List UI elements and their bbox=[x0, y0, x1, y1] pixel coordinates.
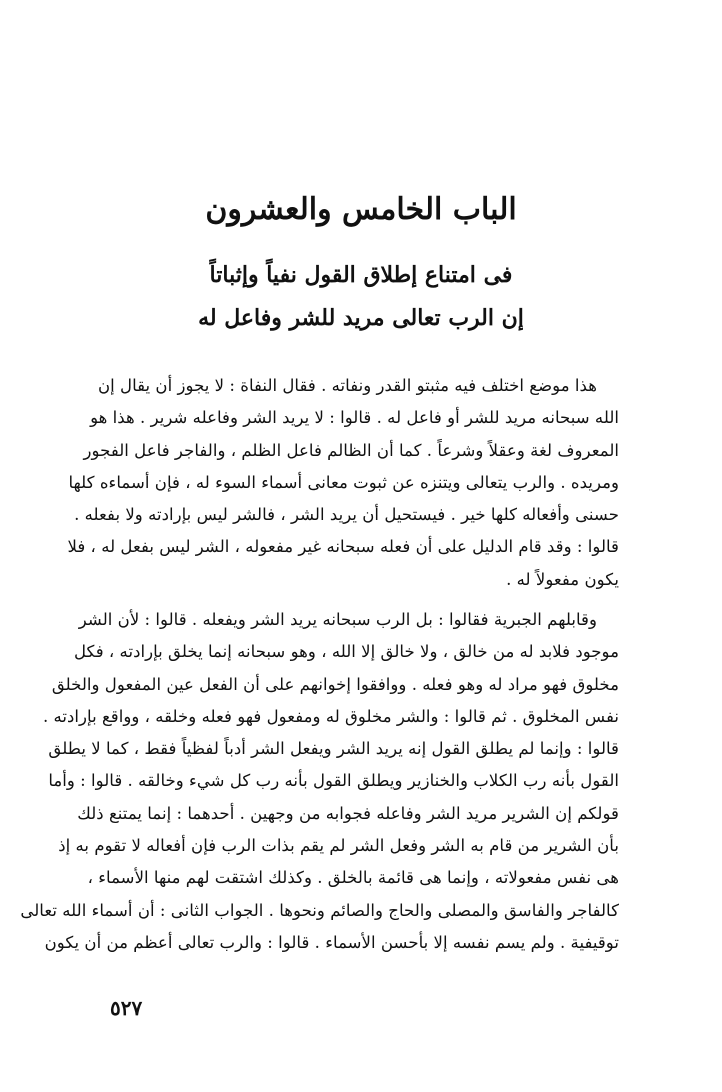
text-line: الله سبحانه مريد للشر أو فاعل له . قالوا : لا يريد الشر وفاعله شرير . هذا هو bbox=[90, 408, 619, 428]
text-line: هذا موضع اختلف فيه مثبتو القدر ونفاته . فقال النفاة : لا يجوز أن يقال إن bbox=[97, 376, 597, 395]
text-line: يكون مفعولاً له . bbox=[506, 569, 619, 589]
text-line: موجود فلابد له من خالق ، ولا خالق إلا الله ، وهو سبحانه إنما يخلق بإرادته ، فكل bbox=[73, 642, 619, 662]
text-line: هى نفس مفعولاته ، وإنما هى قائمة بالخلق . وكذلك اشتقت لهم منها الأسماء ، bbox=[87, 868, 619, 888]
chapter-subtitle-line-2: إن الرب تعالى مريد للشر وفاعل له bbox=[198, 305, 524, 331]
chapter-title: الباب الخامس والعشرون bbox=[205, 192, 517, 227]
text-line: قالوا : وإنما لم يطلق القول إنه يريد الشر ويفعل الشر أدباً لفظياً فقط ، كما لا يطلق bbox=[48, 739, 619, 759]
chapter-subtitle-line-1: فى امتناع إطلاق القول نفياً وإثباتاً bbox=[209, 262, 513, 288]
page-number: ٥٢٧ bbox=[110, 996, 143, 1020]
text-line: حسنى وأفعاله كلها خير . فيستحيل أن يريد الشر ، فالشر ليس بإرادته ولا بفعله . bbox=[74, 505, 619, 525]
text-line: كالفاجر والفاسق والمصلى والحاج والصائم ونحوها . الجواب الثانى : أن أسماء الله تعالى bbox=[20, 900, 619, 920]
text-line: المعروف لغة وعقلاً وشرعاً . كما أن الظالم فاعل الظلم ، والفاجر فاعل الفجور bbox=[83, 440, 619, 460]
text-line: قولكم إن الشرير مريد الشر وفاعله فجوابه من وجهين . أحدهما : إنما يمتنع ذلك bbox=[77, 803, 619, 823]
text-line: ومريده . والرب يتعالى ويتنزه عن ثبوت معانى أسماء السوء له ، فإن أسماءه كلها bbox=[68, 472, 619, 492]
text-line: توقيفية . ولم يسم نفسه إلا بأحسن الأسماء . قالوا : والرب تعالى أعظم من أن يكون bbox=[44, 932, 619, 952]
text-line: نفس المخلوق . ثم قالوا : والشر مخلوق له ومفعول فهو فعله وخلقه ، وواقع بإرادته . bbox=[42, 706, 619, 726]
paragraph-2 bbox=[20, 604, 619, 959]
text-line: قالوا : وقد قام الدليل على أن فعله سبحانه غير مفعوله ، الشر ليس بفعل له ، فلا bbox=[67, 537, 619, 557]
text-line: بأن الشرير من قام به الشر وفعل الشر لم يقم بذات الرب فإن أفعاله لا تقوم به إذ bbox=[58, 836, 619, 856]
text-line: وقابلهم الجبرية فقالوا : بل الرب سبحانه يريد الشر ويفعله . قالوا : لأن الشر bbox=[78, 610, 597, 629]
text-line: القول بأنه رب الكلاب والخنازير ويطلق القول بأنه رب كل شيء وخالقه . قالوا : وأما bbox=[48, 771, 619, 791]
text-line: مخلوق فهو مراد له وهو فعله . ووافقوا إخوانهم على أن الفعل عين المفعول والخلق bbox=[51, 674, 619, 694]
paragraph-1 bbox=[67, 370, 619, 596]
